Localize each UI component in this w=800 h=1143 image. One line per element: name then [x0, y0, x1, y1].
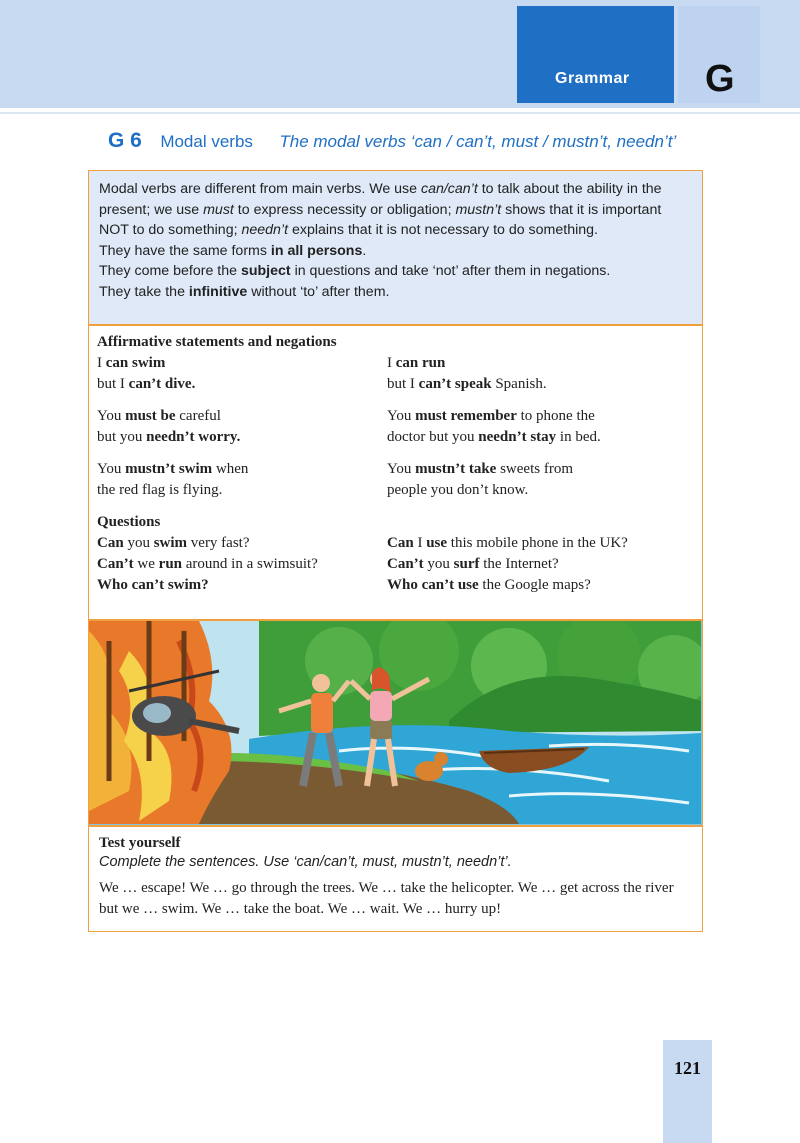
text-run: in bed. [556, 429, 601, 445]
rule-paragraph [99, 179, 692, 241]
bold-text: Who can’t swim? [97, 577, 209, 593]
question-line [387, 554, 559, 575]
bold-text: use [426, 535, 448, 551]
text-run: this mobile phone in the UK? [447, 535, 628, 551]
text-run: They come before the [99, 263, 241, 280]
test-instruction: Complete the sentences. Use ‘can/can’t, must, mustn’t, needn’t’. [99, 854, 512, 870]
section-label: Grammar [555, 70, 630, 87]
bold-text: run [158, 556, 183, 572]
questions-heading: Questions [97, 514, 161, 530]
bold-text: in all persons [270, 242, 363, 259]
bold-text: Who can’t use [387, 577, 479, 593]
bold-text: must be [125, 408, 176, 424]
text-run: when [212, 461, 249, 477]
bold-text: mustn’t swim [125, 461, 213, 477]
header-rule [0, 112, 800, 114]
example-line [387, 427, 601, 448]
page-number-bar [663, 1040, 712, 1143]
question-line [97, 575, 209, 596]
grammar-tab [517, 6, 674, 103]
example-line [97, 459, 248, 480]
section-subtitle: The modal verbs ‘can / can’t, must / mustn’t, needn’t’ [279, 132, 677, 151]
bold-text: Can [387, 535, 414, 551]
text-run: the Internet? [479, 556, 559, 572]
text-run: people you don’t know. [387, 482, 529, 498]
text-run: careful [175, 408, 221, 424]
bold-text: subject [240, 263, 291, 280]
question-line [387, 533, 628, 554]
affirmative-heading: Affirmative statements and negations [97, 334, 337, 350]
bold-text: infinitive [188, 283, 248, 300]
text-run: to phone the [516, 408, 595, 424]
chapter-letter: G [705, 58, 735, 100]
text-run: we [133, 556, 159, 572]
example-line [387, 406, 595, 427]
test-yourself-box [88, 826, 703, 932]
text-run: you [123, 535, 154, 551]
text-run: I [413, 535, 427, 551]
page-number: 121 [674, 1058, 701, 1078]
illustration [88, 620, 703, 826]
question-line [387, 575, 591, 596]
text-run: You [387, 408, 416, 424]
text-run: I [97, 355, 106, 371]
italic-text: mustn’t [455, 201, 502, 218]
text-run: They have the same forms [99, 242, 271, 259]
rules-box [88, 170, 703, 325]
text-run: I [387, 355, 396, 371]
example-line [97, 480, 222, 501]
bold-text: can run [395, 355, 446, 371]
text-run: but I [97, 376, 129, 392]
section-number: G 6 [108, 129, 142, 152]
example-line [97, 406, 221, 427]
text-run: You [97, 408, 126, 424]
bold-text: surf [453, 556, 480, 572]
test-exercise: We … escape! We … go through the trees. We … take the helicopter. We … get across the river but we … swim. We … take the boat. We … wait. We … hurry up! [99, 880, 674, 917]
example-line [97, 374, 195, 395]
text-run: without ‘to’ after them. [247, 283, 390, 300]
example-line [387, 480, 528, 501]
bold-text: swim [153, 535, 188, 551]
italic-text: needn’t [241, 222, 289, 239]
jungle-escape-illustration [89, 621, 701, 824]
text-run: . [362, 242, 367, 259]
text-run: sweets from [496, 461, 573, 477]
question-line [97, 533, 250, 554]
bold-text: can’t dive. [128, 376, 196, 392]
text-run: shows that it is important NOT to do something; [99, 201, 662, 239]
examples-box [88, 325, 703, 620]
bold-text: Can’t [97, 556, 134, 572]
text-run: You [97, 461, 126, 477]
text-run: the red flag is flying. [97, 482, 223, 498]
example-line [387, 459, 573, 480]
text-run: to express necessity or obligation; [233, 201, 456, 218]
text-run: Modal verbs are different from main verbs. We use [99, 181, 421, 197]
text-run: very fast? [187, 535, 250, 551]
rule-paragraph [99, 282, 692, 303]
section-title: Modal verbs [160, 132, 253, 151]
bold-text: needn’t stay [478, 429, 557, 445]
rule-paragraph [99, 261, 692, 282]
text-run: explains that it is not necessary to do something. [288, 222, 598, 239]
text-run: They take the [99, 283, 189, 300]
text-run: You [387, 461, 416, 477]
test-heading: Test yourself [99, 835, 181, 851]
example-line [387, 374, 547, 395]
text-run: around in a swimsuit? [182, 556, 318, 572]
text-run: Spanish. [491, 376, 547, 392]
bold-text: Can’t [387, 556, 424, 572]
bold-text: needn’t worry. [146, 429, 241, 445]
bold-text: Can [97, 535, 124, 551]
example-line [97, 427, 240, 448]
italic-text: can/can’t [420, 181, 478, 197]
italic-text: must [203, 201, 234, 218]
page-title [108, 129, 676, 153]
bold-text: must remember [415, 408, 517, 424]
text-run: the Google maps? [478, 577, 591, 593]
bold-text: can’t speak [418, 376, 492, 392]
text-run: but you [97, 429, 147, 445]
example-line [97, 353, 165, 374]
rule-paragraph [99, 241, 692, 262]
bold-text: mustn’t take [415, 461, 497, 477]
bold-text: can swim [105, 355, 166, 371]
text-run: in questions and take ‘not’ after them in negations. [290, 263, 611, 280]
text-run: to talk about the ability in the present; we use [99, 181, 662, 218]
text-run: you [423, 556, 454, 572]
example-line [387, 353, 445, 374]
text-run: doctor but you [387, 429, 479, 445]
text-run: but I [387, 376, 419, 392]
question-line [97, 554, 318, 575]
